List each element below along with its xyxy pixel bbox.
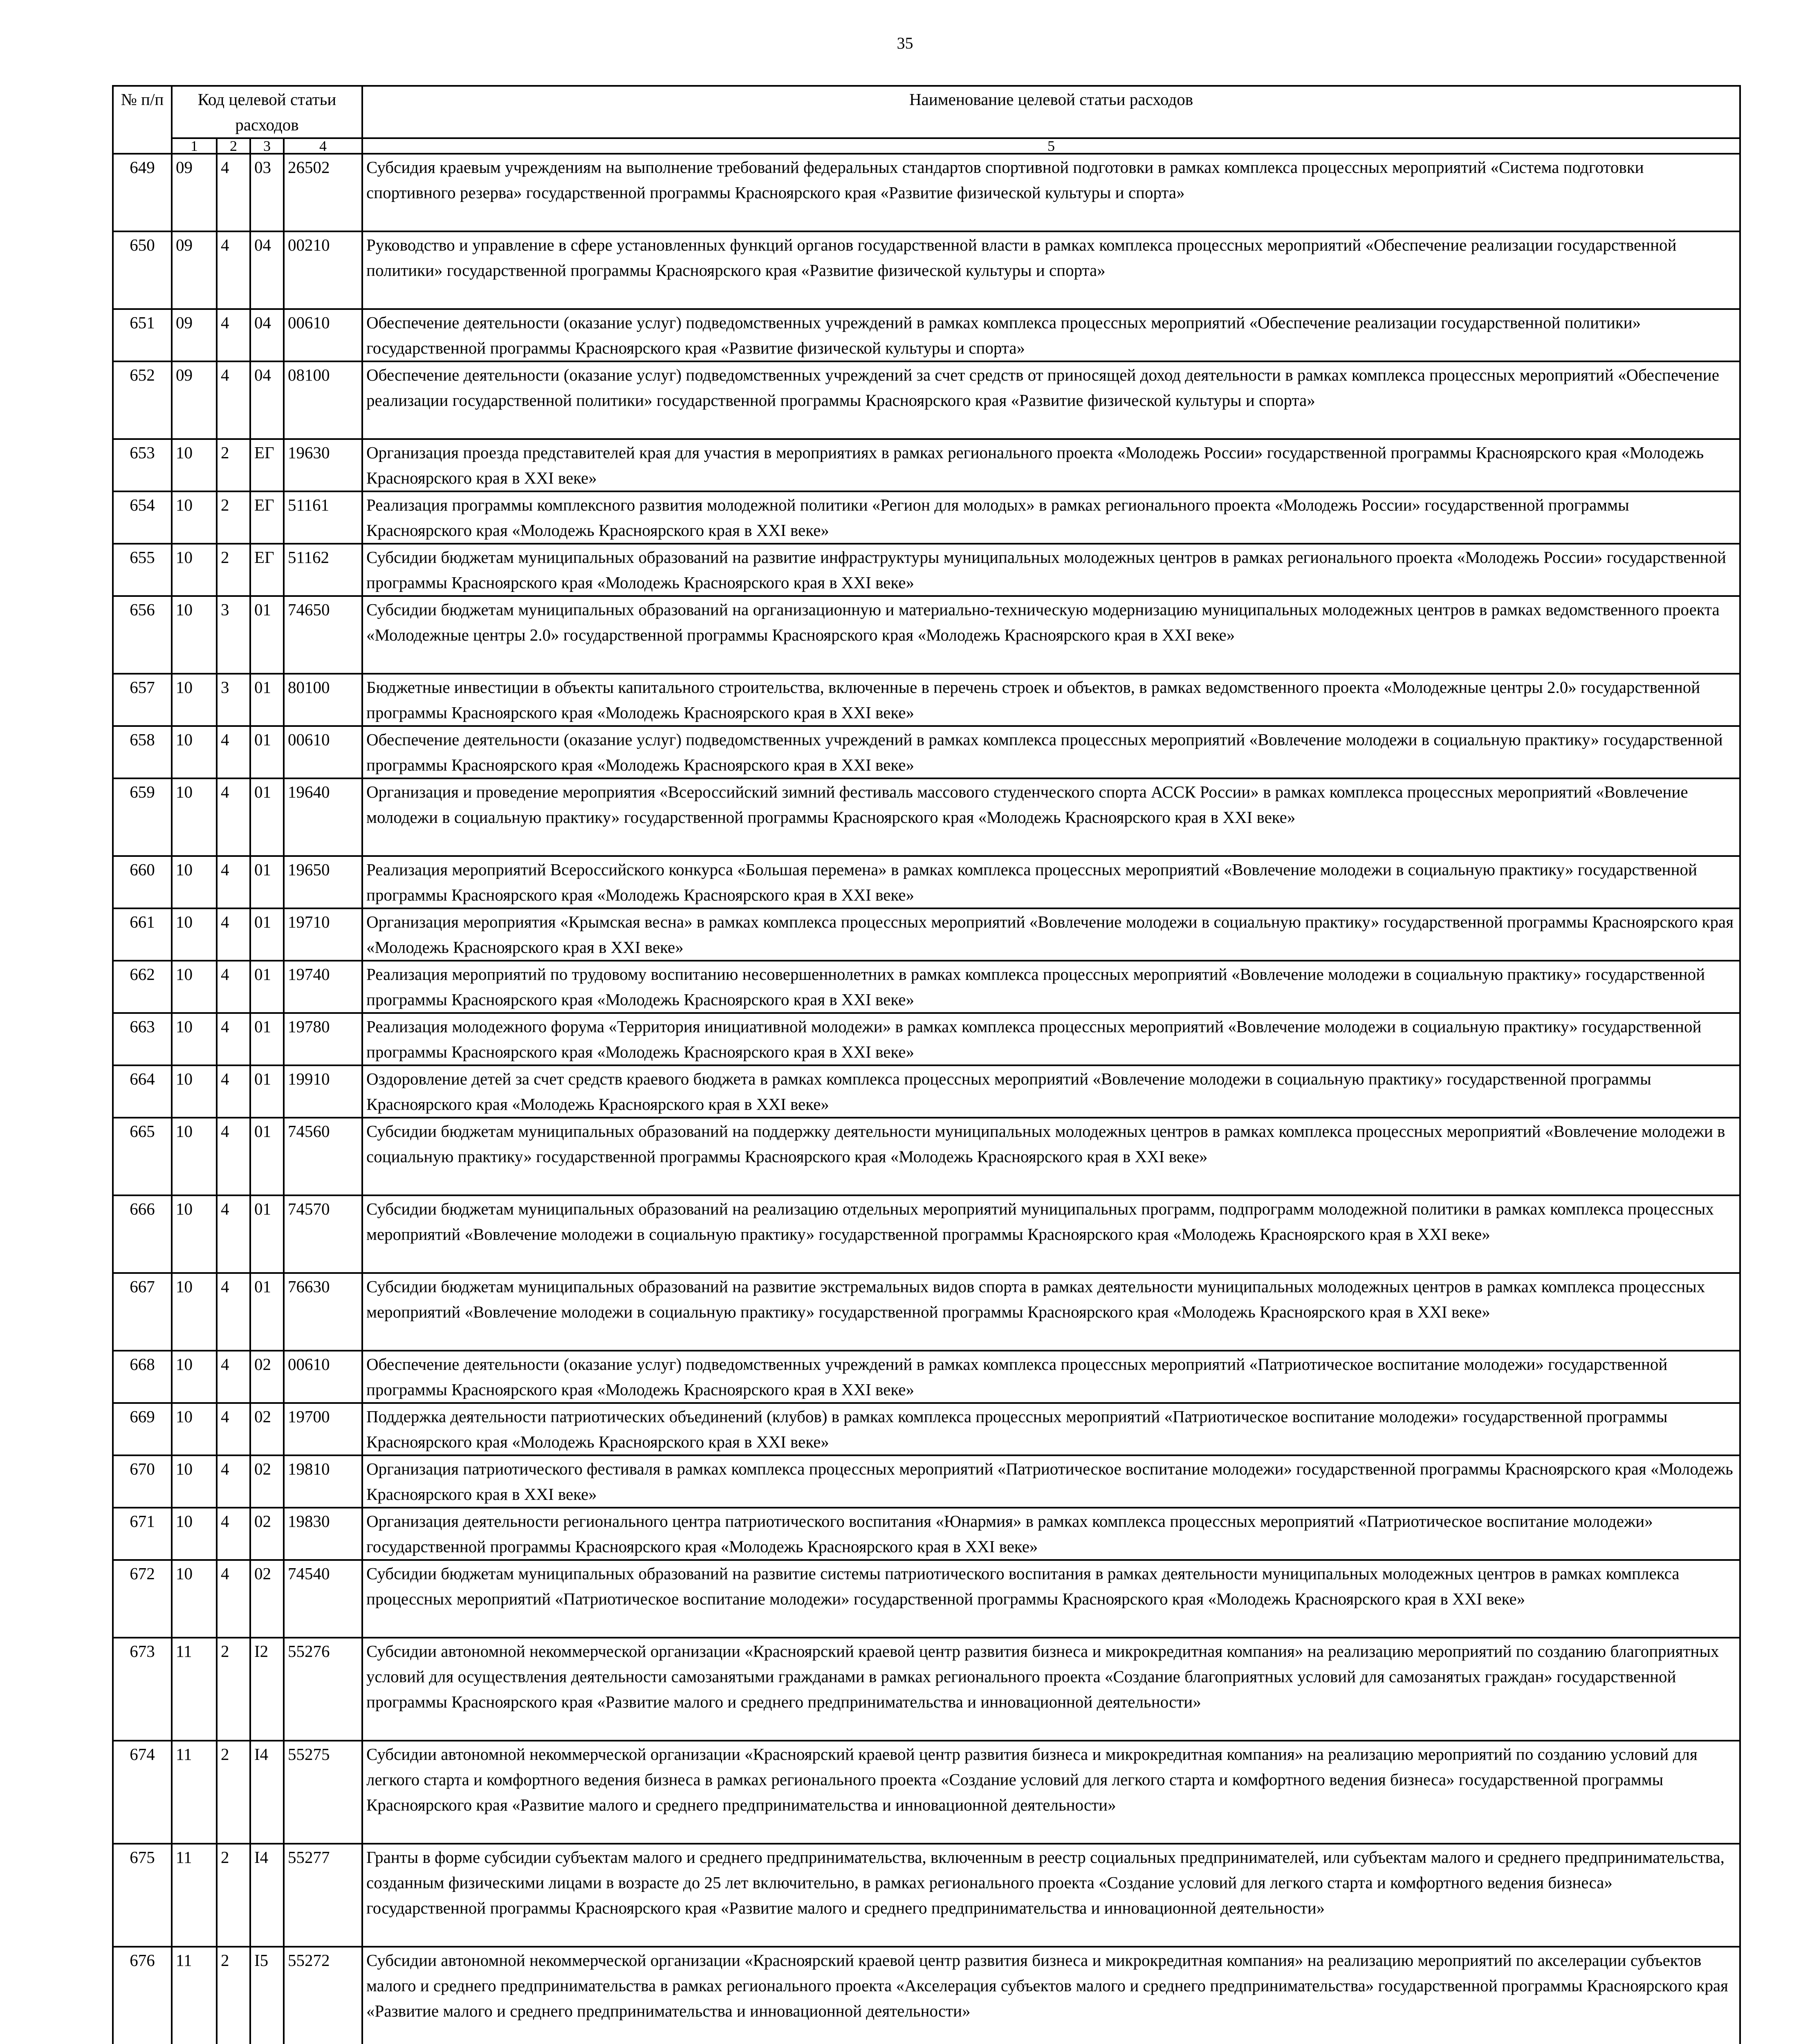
row-name: Субсидии бюджетам муниципальных образований на поддержку деятельности муниципальных молодежных центров в рамках комплекса процессных мероприятий «Вовлечение молодежи в социальную практику» государственной программы Красноярского края «Молодежь Красноярского края в XXI веке» [362, 1118, 1740, 1195]
code-part-3: 01 [250, 778, 284, 856]
code-part-3: 04 [250, 309, 284, 361]
row-number: 667 [113, 1273, 172, 1351]
table-row [113, 1947, 1740, 2044]
code-part-1: 10 [172, 596, 217, 674]
row-name: Оздоровление детей за счет средств краевого бюджета в рамках комплекса процессных мероприятий «Вовлечение молодежи в социальную практику» государственной программы Красноярского края «Молодежь Красноярского края в XXI веке» [362, 1065, 1740, 1118]
code-part-2: 2 [217, 544, 250, 596]
table-row [113, 1195, 1740, 1273]
code-part-2: 4 [217, 961, 250, 1013]
code-part-2: 3 [217, 674, 250, 726]
column-number: 1 [172, 138, 217, 154]
code-part-3: 01 [250, 674, 284, 726]
code-part-4: 26502 [284, 154, 362, 231]
header-code-label: Код целевой статьи расходов [172, 86, 362, 138]
code-part-1: 10 [172, 439, 217, 491]
code-part-1: 09 [172, 154, 217, 231]
code-part-2: 2 [217, 491, 250, 544]
code-part-2: 4 [217, 1455, 250, 1508]
row-number: 666 [113, 1195, 172, 1273]
row-number: 659 [113, 778, 172, 856]
table-row [113, 596, 1740, 674]
row-name: Организация деятельности регионального центра патриотического воспитания «Юнармия» в рамках комплекса процессных мероприятий «Патриотическое воспитание молодежи» государственной программы Красноярского края «Молодежь Красноярского края в XXI веке» [362, 1508, 1740, 1560]
table-row [113, 361, 1740, 439]
code-part-1: 10 [172, 1508, 217, 1560]
row-name: Бюджетные инвестиции в объекты капитального строительства, включенные в перечень строек и объектов, в рамках ведомственного проекта «Молодежные центры 2.0» государственной программы Красноярского края «Молодежь Красноярского края в XXI веке» [362, 674, 1740, 726]
code-part-4: 19700 [284, 1403, 362, 1455]
row-name: Гранты в форме субсидии субъектам малого и среднего предпринимательства, включенным в реестр социальных предпринимателей, или субъектам малого и среднего предпринимательства, созданным физическими лицами в возрасте до 25 лет включительно, в рамках регионального проекта «Создание условий для легкого старта и комфортного ведения бизнеса» государственной программы Красноярского края «Развитие малого и среднего предпринимательства и инновационной деятельности» [362, 1844, 1740, 1947]
code-part-2: 3 [217, 596, 250, 674]
table-row [113, 726, 1740, 778]
code-part-2: 2 [217, 1741, 250, 1844]
code-part-4: 55277 [284, 1844, 362, 1947]
code-part-3: 02 [250, 1560, 284, 1638]
table-row [113, 1741, 1740, 1844]
code-part-3: I4 [250, 1844, 284, 1947]
table-row [113, 1638, 1740, 1741]
row-name: Обеспечение деятельности (оказание услуг) подведомственных учреждений за счет средств от приносящей доход деятельности в рамках комплекса процессных мероприятий «Обеспечение реализации государственной политики» государственной программы Красноярского края «Развитие физической культуры и спорта» [362, 361, 1740, 439]
code-part-2: 4 [217, 1195, 250, 1273]
row-name: Обеспечение деятельности (оказание услуг) подведомственных учреждений в рамках комплекса процессных мероприятий «Патриотическое воспитание молодежи» государственной программы Красноярского края «Молодежь Красноярского края в XXI веке» [362, 1351, 1740, 1403]
code-part-2: 4 [217, 361, 250, 439]
code-part-4: 19780 [284, 1013, 362, 1065]
row-number: 657 [113, 674, 172, 726]
code-part-3: 01 [250, 726, 284, 778]
row-number: 662 [113, 961, 172, 1013]
code-part-4: 55276 [284, 1638, 362, 1741]
code-part-3: 01 [250, 596, 284, 674]
code-part-2: 4 [217, 309, 250, 361]
row-number: 661 [113, 908, 172, 961]
code-part-1: 10 [172, 1455, 217, 1508]
code-part-1: 10 [172, 1273, 217, 1351]
row-name: Субсидии бюджетам муниципальных образований на развитие экстремальных видов спорта в рамках деятельности муниципальных молодежных центров в рамках комплекса процессных мероприятий «Вовлечение молодежи в социальную практику» государственной программы Красноярского края «Молодежь Красноярского края в XXI веке» [362, 1273, 1740, 1351]
table-row [113, 1508, 1740, 1560]
table-row [113, 1844, 1740, 1947]
code-part-3: 01 [250, 856, 284, 908]
row-name: Организация и проведение мероприятия «Всероссийский зимний фестиваль массового студенческого спорта АССК России» в рамках комплекса процессных мероприятий «Вовлечение молодежи в социальную практику» государственной программы Красноярского края «Молодежь Красноярского края в XXI веке» [362, 778, 1740, 856]
table-row [113, 544, 1740, 596]
code-part-1: 10 [172, 1013, 217, 1065]
code-part-4: 00210 [284, 231, 362, 309]
code-part-3: I4 [250, 1741, 284, 1844]
table-row [113, 674, 1740, 726]
code-part-1: 10 [172, 1560, 217, 1638]
table-row [113, 309, 1740, 361]
code-part-3: 04 [250, 231, 284, 309]
code-part-1: 10 [172, 1065, 217, 1118]
code-part-4: 74650 [284, 596, 362, 674]
code-part-1: 10 [172, 726, 217, 778]
row-name: Обеспечение деятельности (оказание услуг) подведомственных учреждений в рамках комплекса процессных мероприятий «Обеспечение реализации государственной политики» государственной программы Красноярского края «Развитие физической культуры и спорта» [362, 309, 1740, 361]
code-part-4: 19810 [284, 1455, 362, 1508]
row-name: Субсидии бюджетам муниципальных образований на развитие инфраструктуры муниципальных молодежных центров в рамках регионального проекта «Молодежь России» государственной программы Красноярского края «Молодежь Красноярского края в XXI веке» [362, 544, 1740, 596]
code-part-3: 03 [250, 154, 284, 231]
code-part-4: 74570 [284, 1195, 362, 1273]
row-name: Обеспечение деятельности (оказание услуг) подведомственных учреждений в рамках комплекса процессных мероприятий «Вовлечение молодежи в социальную практику» государственной программы Красноярского края «Молодежь Красноярского края в XXI веке» [362, 726, 1740, 778]
code-part-4: 51161 [284, 491, 362, 544]
code-part-4: 00610 [284, 309, 362, 361]
code-part-3: ЕГ [250, 544, 284, 596]
row-name: Субсидии бюджетам муниципальных образований на организационную и материально-техническую модернизацию муниципальных молодежных центров в рамках ведомственного проекта «Молодежные центры 2.0» государственной программы Красноярского края «Молодежь Красноярского края в XXI веке» [362, 596, 1740, 674]
table-row [113, 961, 1740, 1013]
row-number: 653 [113, 439, 172, 491]
code-part-2: 4 [217, 1118, 250, 1195]
code-part-3: 01 [250, 961, 284, 1013]
code-part-2: 4 [217, 778, 250, 856]
code-part-3: 04 [250, 361, 284, 439]
code-part-3: 02 [250, 1455, 284, 1508]
row-number: 656 [113, 596, 172, 674]
code-part-3: ЕГ [250, 439, 284, 491]
code-part-3: 01 [250, 1273, 284, 1351]
row-number: 671 [113, 1508, 172, 1560]
row-name: Субсидии автономной некоммерческой организации «Красноярский краевой центр развития бизнеса и микрокредитная компания» на реализацию мероприятий по созданию благоприятных условий для осуществления деятельности самозанятыми гражданами в рамках регионального проекта «Создание благоприятных условий для самозанятых граждан» государственной программы Красноярского края «Развитие малого и среднего предпринимательства и инновационной деятельности» [362, 1638, 1740, 1741]
code-part-4: 19910 [284, 1065, 362, 1118]
table-header-row [113, 86, 1740, 138]
code-part-2: 4 [217, 231, 250, 309]
code-part-2: 4 [217, 856, 250, 908]
code-part-1: 10 [172, 1403, 217, 1455]
code-part-2: 4 [217, 726, 250, 778]
row-number: 651 [113, 309, 172, 361]
code-part-2: 4 [217, 1508, 250, 1560]
row-name: Организация мероприятия «Крымская весна» в рамках комплекса процессных мероприятий «Вовлечение молодежи в социальную практику» государственной программы Красноярского края «Молодежь Красноярского края в XXI веке» [362, 908, 1740, 961]
row-name: Организация проезда представителей края для участия в мероприятиях в рамках регионального проекта «Молодежь России» государственной программы Красноярского края «Молодежь Красноярского края в XXI веке» [362, 439, 1740, 491]
code-part-1: 10 [172, 491, 217, 544]
row-name: Субсидии бюджетам муниципальных образований на развитие системы патриотического воспитания в рамках деятельности муниципальных молодежных центров в рамках комплекса процессных мероприятий «Патриотическое воспитание молодежи» государственной программы Красноярского края «Молодежь Красноярского края в XXI веке» [362, 1560, 1740, 1638]
code-part-4: 55275 [284, 1741, 362, 1844]
code-part-1: 10 [172, 1118, 217, 1195]
code-part-2: 4 [217, 154, 250, 231]
code-part-2: 4 [217, 908, 250, 961]
code-part-4: 74540 [284, 1560, 362, 1638]
header-number-label: № п/п [113, 86, 172, 154]
code-part-2: 4 [217, 1351, 250, 1403]
column-number: 3 [250, 138, 284, 154]
table-row [113, 1118, 1740, 1195]
table-row [113, 154, 1740, 231]
code-part-4: 74560 [284, 1118, 362, 1195]
code-part-2: 4 [217, 1560, 250, 1638]
column-number: 2 [217, 138, 250, 154]
code-part-4: 19710 [284, 908, 362, 961]
code-part-1: 11 [172, 1947, 217, 2044]
code-part-4: 19640 [284, 778, 362, 856]
table-row [113, 1351, 1740, 1403]
row-number: 658 [113, 726, 172, 778]
row-name: Реализация мероприятий Всероссийского конкурса «Большая перемена» в рамках комплекса процессных мероприятий «Вовлечение молодежи в социальную практику» государственной программы Красноярского края «Молодежь Красноярского края в XXI веке» [362, 856, 1740, 908]
code-part-1: 10 [172, 778, 217, 856]
table-row [113, 778, 1740, 856]
code-part-4: 08100 [284, 361, 362, 439]
code-part-4: 80100 [284, 674, 362, 726]
code-part-1: 10 [172, 674, 217, 726]
row-number: 674 [113, 1741, 172, 1844]
row-number: 663 [113, 1013, 172, 1065]
code-part-1: 11 [172, 1844, 217, 1947]
row-number: 654 [113, 491, 172, 544]
table-row [113, 908, 1740, 961]
code-part-1: 11 [172, 1741, 217, 1844]
table-row [113, 1403, 1740, 1455]
code-part-3: 02 [250, 1351, 284, 1403]
row-number: 675 [113, 1844, 172, 1947]
table-row [113, 491, 1740, 544]
code-part-3: ЕГ [250, 491, 284, 544]
row-number: 673 [113, 1638, 172, 1741]
code-part-3: I2 [250, 1638, 284, 1741]
code-part-2: 4 [217, 1273, 250, 1351]
code-part-4: 00610 [284, 726, 362, 778]
code-part-2: 4 [217, 1403, 250, 1455]
target-expense-table [112, 85, 1741, 2044]
code-part-4: 19830 [284, 1508, 362, 1560]
code-part-4: 55272 [284, 1947, 362, 2044]
row-name: Субсидия краевым учреждениям на выполнение требований федеральных стандартов спортивной подготовки в рамках комплекса процессных мероприятий «Система подготовки спортивного резерва» государственной программы Красноярского края «Развитие физической культуры и спорта» [362, 154, 1740, 231]
column-number: 5 [362, 138, 1740, 154]
table-body [113, 154, 1740, 2044]
code-part-4: 00610 [284, 1351, 362, 1403]
table-row [113, 1560, 1740, 1638]
code-part-4: 51162 [284, 544, 362, 596]
table-row [113, 231, 1740, 309]
code-part-3: 01 [250, 1065, 284, 1118]
row-number: 665 [113, 1118, 172, 1195]
table-row [113, 1455, 1740, 1508]
row-name: Руководство и управление в сфере установленных функций органов государственной власти в рамках комплекса процессных мероприятий «Обеспечение реализации государственной политики» государственной программы Красноярского края «Развитие физической культуры и спорта» [362, 231, 1740, 309]
table-row [113, 1013, 1740, 1065]
code-part-1: 09 [172, 309, 217, 361]
code-part-1: 09 [172, 361, 217, 439]
code-part-1: 10 [172, 1351, 217, 1403]
row-name: Реализация молодежного форума «Территория инициативной молодежи» в рамках комплекса процессных мероприятий «Вовлечение молодежи в социальную практику» государственной программы Красноярского края «Молодежь Красноярского края в XXI веке» [362, 1013, 1740, 1065]
row-number: 649 [113, 154, 172, 231]
code-part-1: 09 [172, 231, 217, 309]
code-part-1: 10 [172, 1195, 217, 1273]
code-part-2: 2 [217, 1638, 250, 1741]
table-row [113, 439, 1740, 491]
code-part-1: 10 [172, 908, 217, 961]
row-number: 672 [113, 1560, 172, 1638]
row-number: 676 [113, 1947, 172, 2044]
table-row [113, 1273, 1740, 1351]
row-name: Реализация мероприятий по трудовому воспитанию несовершеннолетних в рамках комплекса процессных мероприятий «Вовлечение молодежи в социальную практику» государственной программы Красноярского края «Молодежь Красноярского края в XXI веке» [362, 961, 1740, 1013]
row-name: Субсидии автономной некоммерческой организации «Красноярский краевой центр развития бизнеса и микрокредитная компания» на реализацию мероприятий по созданию условий для легкого старта и комфортного ведения бизнеса в рамках регионального проекта «Создание условий для легкого старта и комфортного ведения бизнеса» государственной программы Красноярского края «Развитие малого и среднего предпринимательства и инновационной деятельности» [362, 1741, 1740, 1844]
header-name-label: Наименование целевой статьи расходов [362, 86, 1740, 138]
page-number: 35 [897, 34, 913, 52]
code-part-2: 4 [217, 1013, 250, 1065]
column-number-row [113, 138, 1740, 154]
code-part-1: 10 [172, 961, 217, 1013]
table-row [113, 1065, 1740, 1118]
code-part-3: I5 [250, 1947, 284, 2044]
code-part-4: 76630 [284, 1273, 362, 1351]
row-number: 670 [113, 1455, 172, 1508]
row-name: Организация патриотического фестиваля в рамках комплекса процессных мероприятий «Патриотическое воспитание молодежи» государственной программы Красноярского края «Молодежь Красноярского края в XXI веке» [362, 1455, 1740, 1508]
row-name: Поддержка деятельности патриотических объединений (клубов) в рамках комплекса процессных мероприятий «Патриотическое воспитание молодежи» государственной программы Красноярского края «Молодежь Красноярского края в XXI веке» [362, 1403, 1740, 1455]
code-part-1: 11 [172, 1638, 217, 1741]
code-part-3: 02 [250, 1403, 284, 1455]
row-number: 650 [113, 231, 172, 309]
row-number: 652 [113, 361, 172, 439]
code-part-1: 10 [172, 544, 217, 596]
code-part-3: 01 [250, 1195, 284, 1273]
code-part-3: 01 [250, 1118, 284, 1195]
code-part-4: 19650 [284, 856, 362, 908]
row-number: 669 [113, 1403, 172, 1455]
row-name: Реализация программы комплексного развития молодежной политики «Регион для молодых» в рамках регионального проекта «Молодежь России» государственной программы Красноярского края «Молодежь Красноярского края в XXI веке» [362, 491, 1740, 544]
column-number: 4 [284, 138, 362, 154]
code-part-3: 01 [250, 1013, 284, 1065]
row-name: Субсидии автономной некоммерческой организации «Красноярский краевой центр развития бизнеса и микрокредитная компания» на реализацию мероприятий по акселерации субъектов малого и среднего предпринимательства в рамках регионального проекта «Акселерация субъектов малого и среднего предпринимательства» государственной программы Красноярского края «Развитие малого и среднего предпринимательства и инновационной деятельности» [362, 1947, 1740, 2044]
row-number: 655 [113, 544, 172, 596]
code-part-2: 4 [217, 1065, 250, 1118]
code-part-1: 10 [172, 856, 217, 908]
code-part-3: 02 [250, 1508, 284, 1560]
table-row [113, 856, 1740, 908]
row-number: 660 [113, 856, 172, 908]
code-part-2: 2 [217, 1844, 250, 1947]
row-name: Субсидии бюджетам муниципальных образований на реализацию отдельных мероприятий муниципальных программ, подпрограмм молодежной политики в рамках комплекса процессных мероприятий «Вовлечение молодежи в социальную практику» государственной программы Красноярского края «Молодежь Красноярского края в XXI веке» [362, 1195, 1740, 1273]
code-part-2: 2 [217, 439, 250, 491]
code-part-2: 2 [217, 1947, 250, 2044]
row-number: 664 [113, 1065, 172, 1118]
row-number: 668 [113, 1351, 172, 1403]
code-part-4: 19740 [284, 961, 362, 1013]
code-part-3: 01 [250, 908, 284, 961]
code-part-4: 19630 [284, 439, 362, 491]
